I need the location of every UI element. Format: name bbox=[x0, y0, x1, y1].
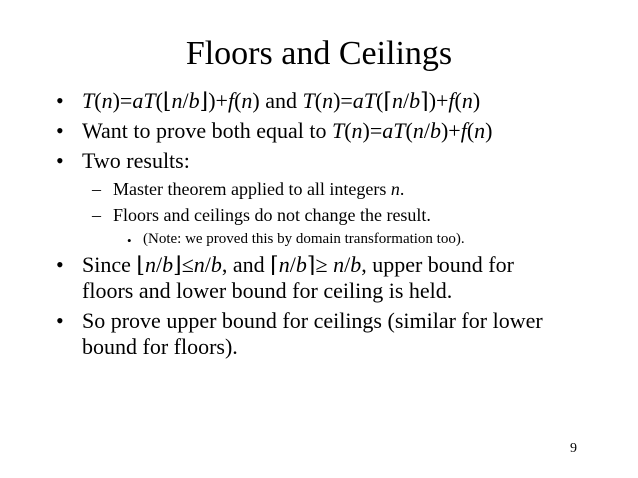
text-segment: ) and bbox=[252, 88, 303, 113]
text-segment: floors and lower bound for ceiling is held. bbox=[82, 278, 453, 303]
math-variable: f bbox=[227, 88, 235, 113]
math-variable: T bbox=[331, 118, 345, 143]
slide-title: Floors and Ceilings bbox=[185, 35, 453, 72]
text-segment: bound for floors). bbox=[82, 334, 238, 359]
sub-bullet-text bbox=[113, 178, 404, 200]
text-segment: ( bbox=[234, 88, 242, 113]
text-segment: / bbox=[344, 252, 351, 277]
math-variable: b bbox=[188, 88, 200, 113]
text-segment: Floors and ceilings do not change the result. bbox=[113, 205, 431, 225]
math-variable: f bbox=[448, 88, 455, 113]
math-variable: n bbox=[101, 88, 113, 113]
bullet-marker: • bbox=[56, 252, 64, 277]
math-variable: n bbox=[322, 88, 334, 113]
math-variable: n bbox=[241, 88, 253, 113]
math-variable: f bbox=[460, 118, 467, 143]
math-variable: n bbox=[144, 252, 156, 277]
math-variable: b bbox=[429, 118, 441, 143]
sub-bullet-marker: – bbox=[92, 205, 101, 225]
text-segment: / bbox=[155, 252, 163, 277]
text-segment: ( bbox=[405, 118, 413, 143]
text-segment: (Note: we proved this by domain transformation too). bbox=[143, 231, 465, 247]
text-segment: ( bbox=[94, 88, 102, 113]
math-variable: aT bbox=[132, 88, 156, 113]
math-variable: n bbox=[193, 252, 205, 277]
text-segment: )= bbox=[362, 118, 383, 143]
text-segment: / bbox=[402, 88, 410, 113]
text-segment: ( bbox=[466, 118, 475, 143]
text-segment: / bbox=[204, 252, 211, 277]
text-segment: ⌊ bbox=[162, 88, 172, 113]
bullet-text bbox=[82, 148, 190, 174]
math-variable: n bbox=[412, 118, 424, 143]
bullet-text bbox=[82, 88, 480, 114]
bullet-marker: • bbox=[56, 88, 64, 113]
text-segment: ⌈ bbox=[383, 88, 392, 113]
text-segment: ( bbox=[314, 88, 323, 113]
text-segment: So prove upper bound for ceilings (similar for lower bbox=[82, 308, 543, 333]
math-variable: b bbox=[350, 252, 362, 277]
math-variable: n bbox=[391, 88, 403, 113]
text-segment: , upper bound for bbox=[361, 252, 514, 277]
bullet-marker: • bbox=[56, 308, 64, 333]
text-segment: Since bbox=[82, 252, 137, 277]
bullet-text bbox=[82, 252, 514, 278]
text-segment: ( bbox=[454, 88, 462, 113]
math-variable: aT bbox=[382, 118, 406, 143]
math-variable: n bbox=[474, 118, 486, 143]
text-segment: ⌋ bbox=[199, 88, 209, 113]
page-number: 9 bbox=[570, 441, 577, 456]
text-segment: ⌋ bbox=[173, 252, 182, 277]
text-segment: )+ bbox=[208, 88, 228, 113]
text-segment: )= bbox=[112, 88, 133, 113]
text-segment: ≤ bbox=[181, 252, 194, 277]
text-segment: . bbox=[399, 179, 405, 199]
sub-bullet-marker: – bbox=[92, 179, 101, 199]
math-variable: b bbox=[210, 252, 222, 277]
math-variable: n bbox=[461, 88, 473, 113]
sub-bullet-text bbox=[113, 204, 431, 226]
math-variable: T bbox=[302, 88, 315, 113]
math-variable: n bbox=[333, 252, 345, 277]
text-segment: ( bbox=[344, 118, 352, 143]
math-variable: n bbox=[278, 252, 290, 277]
text-segment: , and bbox=[221, 252, 271, 277]
text-segment: ⌉ bbox=[420, 88, 429, 113]
text-segment: ⌈ bbox=[270, 252, 279, 277]
math-variable: n bbox=[351, 118, 363, 143]
text-segment: ⌊ bbox=[136, 252, 145, 277]
text-segment: ) bbox=[472, 88, 481, 113]
math-variable: b bbox=[295, 252, 307, 277]
sub-sub-bullet-marker: • bbox=[127, 233, 132, 248]
text-segment: / bbox=[182, 88, 189, 113]
math-variable: b bbox=[409, 88, 421, 113]
text-segment: Want to prove both equal to bbox=[82, 118, 332, 143]
math-variable: aT bbox=[352, 88, 377, 113]
text-segment: ⌉ bbox=[306, 252, 316, 277]
bullet-text bbox=[82, 308, 543, 334]
sub-sub-bullet-text bbox=[143, 230, 465, 248]
bullet-marker: • bbox=[56, 148, 64, 173]
text-segment: / bbox=[289, 252, 296, 277]
math-variable: n bbox=[171, 88, 183, 113]
math-variable: T bbox=[82, 88, 95, 113]
text-segment: ( bbox=[376, 88, 384, 113]
math-variable: n bbox=[390, 179, 400, 199]
text-segment: )+ bbox=[440, 118, 461, 143]
bullet-text bbox=[82, 118, 492, 144]
text-segment: Two results: bbox=[82, 148, 190, 173]
text-segment: ) bbox=[485, 118, 493, 143]
text-segment: ( bbox=[155, 88, 163, 113]
text-segment: Master theorem applied to all integers bbox=[113, 179, 391, 199]
text-segment: / bbox=[423, 118, 430, 143]
text-segment: )+ bbox=[428, 88, 449, 113]
bullet-marker: • bbox=[56, 118, 64, 143]
math-variable: b bbox=[162, 252, 174, 277]
text-segment: )= bbox=[333, 88, 353, 113]
bullet-text-continued bbox=[82, 334, 238, 360]
text-segment: ≥ bbox=[315, 252, 334, 277]
bullet-text-continued bbox=[82, 278, 452, 304]
